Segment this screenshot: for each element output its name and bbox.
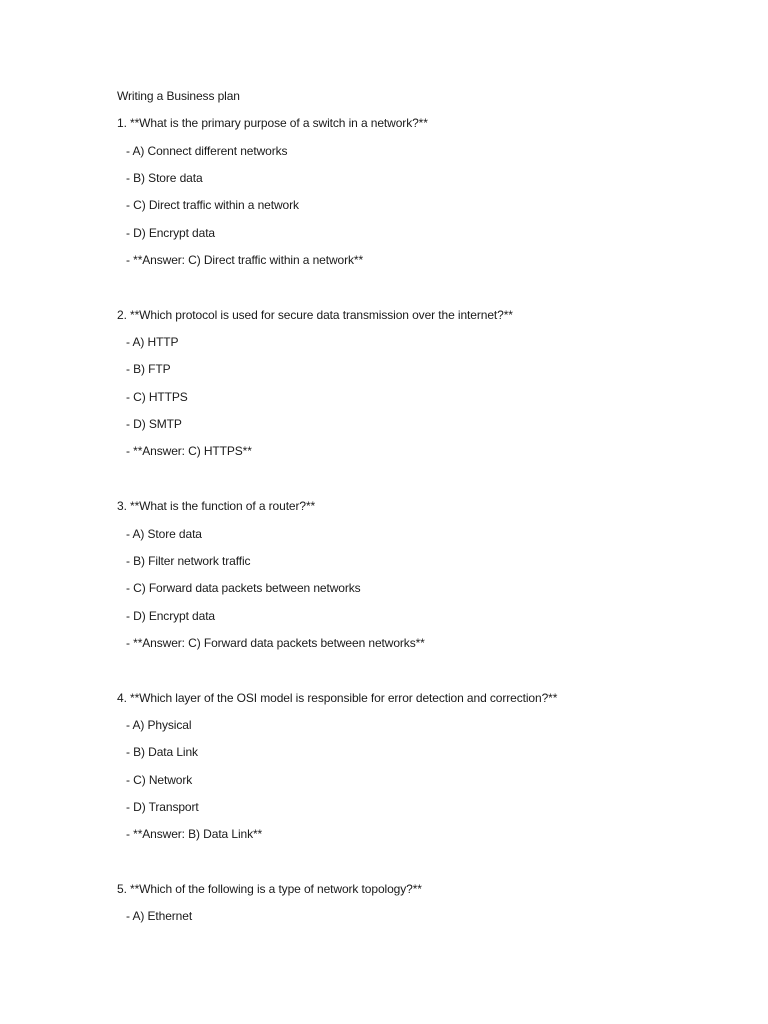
option-d: - D) Encrypt data bbox=[126, 225, 215, 240]
document-title: Writing a Business plan bbox=[117, 89, 240, 103]
option-d: - D) Transport bbox=[126, 799, 199, 814]
option-d: - D) SMTP bbox=[126, 417, 182, 432]
option-d: - D) Encrypt data bbox=[126, 608, 215, 623]
answer-text: - **Answer: C) Forward data packets between networks** bbox=[126, 635, 425, 650]
option-a: - A) Store data bbox=[126, 526, 202, 541]
question-block-3 bbox=[117, 496, 717, 660]
question-text: 4. **Which layer of the OSI model is responsible for error detection and correction?** bbox=[117, 690, 558, 705]
question-block-4 bbox=[117, 688, 717, 852]
answer-text: - **Answer: C) Direct traffic within a network** bbox=[126, 253, 364, 268]
paragraph-gap bbox=[117, 852, 717, 879]
document-body bbox=[117, 86, 717, 934]
option-b: - B) Store data bbox=[126, 171, 203, 186]
option-b: - B) FTP bbox=[126, 362, 171, 377]
paragraph-gap bbox=[117, 469, 717, 496]
paragraph-gap bbox=[117, 660, 717, 687]
option-c: - C) Forward data packets between networks bbox=[126, 581, 361, 596]
option-b: - B) Data Link bbox=[126, 745, 198, 760]
answer-text: - **Answer: C) HTTPS** bbox=[126, 444, 252, 459]
option-c: - C) Direct traffic within a network bbox=[126, 198, 299, 213]
question-block-5 bbox=[117, 879, 717, 934]
option-c: - C) HTTPS bbox=[126, 389, 188, 404]
question-block-1 bbox=[117, 113, 717, 277]
question-block-2 bbox=[117, 305, 717, 469]
option-a: - A) Physical bbox=[126, 717, 192, 732]
question-text: 3. **What is the function of a router?** bbox=[117, 499, 316, 514]
paragraph-gap bbox=[117, 277, 717, 304]
option-a: - A) Ethernet bbox=[126, 909, 193, 924]
option-a: - A) Connect different networks bbox=[126, 143, 288, 158]
question-text: 5. **Which of the following is a type of network topology?** bbox=[117, 881, 422, 896]
option-b: - B) Filter network traffic bbox=[126, 553, 251, 568]
question-text: 1. **What is the primary purpose of a switch in a network?** bbox=[117, 116, 428, 131]
option-a: - A) HTTP bbox=[126, 335, 179, 350]
answer-text: - **Answer: B) Data Link** bbox=[126, 827, 263, 842]
option-c: - C) Network bbox=[126, 772, 193, 787]
question-text: 2. **Which protocol is used for secure data transmission over the internet?** bbox=[117, 307, 513, 322]
